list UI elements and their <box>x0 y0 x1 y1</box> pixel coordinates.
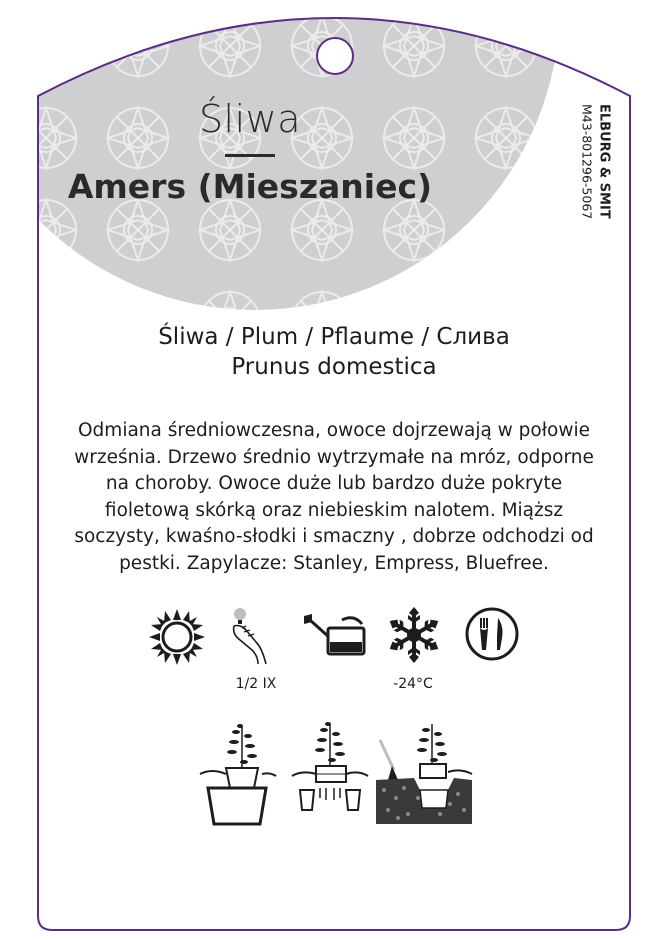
harvest-label: 1/2 IX <box>235 676 277 692</box>
description-line: pestki. Zapylacze: Stanley, Empress, Bluefree. <box>119 552 549 574</box>
description-line: soczysty, kwaśno-słodki i smaczny , dobrze odchodzi od <box>74 526 594 547</box>
loosen-roots-icon <box>290 718 370 818</box>
variety-name: Amers (Mieszaniec) <box>67 167 433 206</box>
sun-icon <box>148 608 206 666</box>
frost-label: -24°C <box>393 676 433 692</box>
hang-hole <box>317 38 353 74</box>
plant-in-soil-icon <box>374 718 474 828</box>
description-line: fioletową skórką oraz niebieskim nalotem. Miąższ <box>104 499 564 521</box>
brand-name: ELBURG & SMIT <box>597 104 612 219</box>
description-line: Odmiana średniowczesna, owoce dojrzewają w połowie <box>78 420 590 441</box>
description-line: na choroby. Owoce duże lub bardzo duże pokryte <box>105 473 563 494</box>
common-names-line: Śliwa / Plum / Pflaume / Слива <box>158 324 510 350</box>
remove-pot-icon <box>196 718 278 828</box>
edible-cutlery-icon <box>464 606 520 662</box>
plant-names <box>40 322 628 382</box>
description <box>56 418 612 577</box>
frost-snowflake-icon <box>386 605 442 665</box>
side-code <box>568 104 612 244</box>
product-code: M43-801296-5067 <box>579 104 594 220</box>
description-line: września. Drzewo średnio wytrzymałe na mróz, odporne <box>74 446 594 468</box>
common-name: Śliwa <box>198 97 302 141</box>
harvest-hand-icon <box>228 604 278 666</box>
watering-can-icon <box>302 612 368 658</box>
latin-name: Prunus domestica <box>231 354 437 380</box>
title-divider <box>225 154 275 157</box>
title-block <box>40 97 460 206</box>
